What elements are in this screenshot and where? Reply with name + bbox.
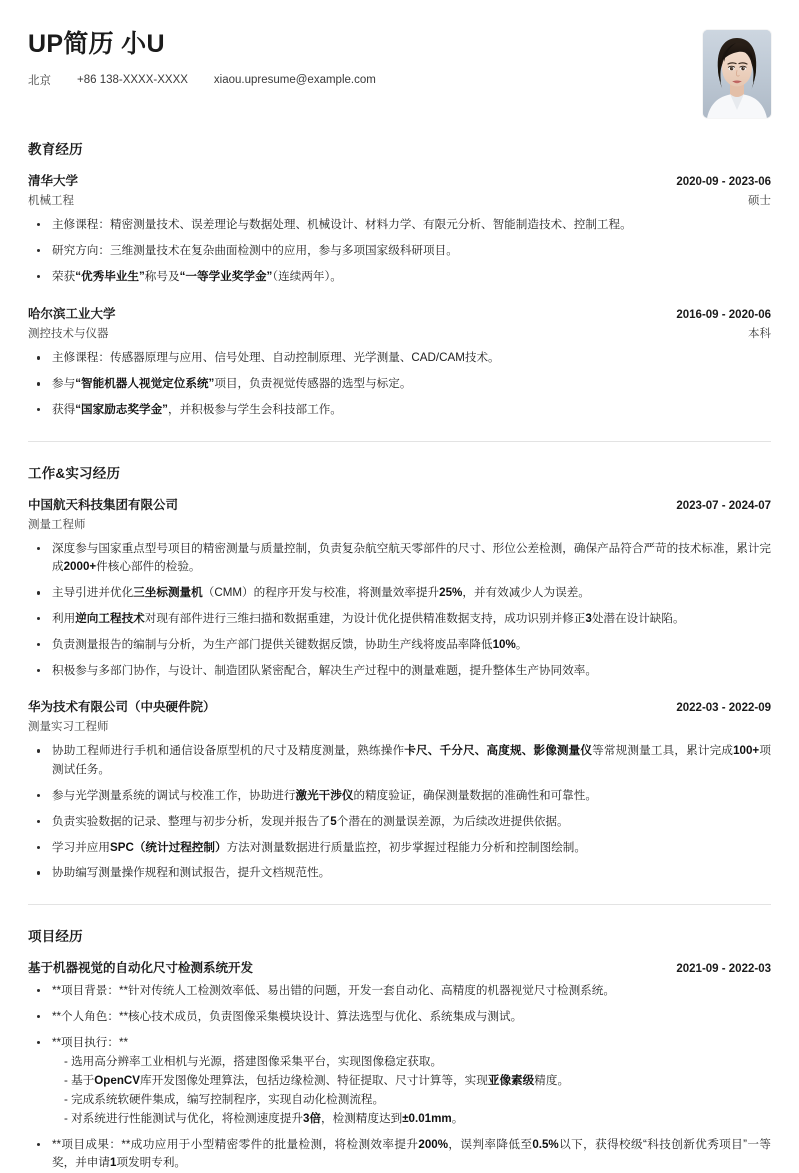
entry-bullet-list <box>28 349 771 419</box>
sub-list-item: - 对系统进行性能测试与优化，将检测速度提升3倍，检测精度达到±0.01mm。 <box>64 1111 464 1125</box>
entry-date: 2016-09 - 2020-06 <box>676 309 771 322</box>
avatar <box>703 30 771 118</box>
section-title-projects: 项目经历 <box>28 929 83 945</box>
project-name: 基于机器视觉的自动化尺寸检测系统开发 <box>28 961 254 976</box>
entry-degree: 本科 <box>748 328 771 341</box>
entry-date: 2020-09 - 2023-06 <box>676 176 771 188</box>
section-divider <box>28 904 771 905</box>
section-projects <box>28 925 771 1173</box>
education-entry <box>28 304 771 419</box>
list-item: 荣获“优秀毕业生”称号及“一等学业奖学金”（连续两年）。 <box>28 268 771 287</box>
entry-degree: 硕士 <box>748 195 771 207</box>
list-item: 参与光学测量系统的调试与校准工作，协助进行激光干涉仪的精度验证，确保测量数据的准确性和可靠性。 <box>28 787 771 806</box>
list-item <box>28 1034 771 1129</box>
entry-head <box>28 697 771 715</box>
entry-bullet-list <box>28 540 771 681</box>
contact-location: 北京 <box>28 74 51 87</box>
sub-list-item: - 选用高分辨率工业相机与光源，搭建图像采集平台，实现图像稳定获取。 <box>64 1055 443 1069</box>
entry-head <box>28 304 771 322</box>
list-item: 主修课程：传感器原理与应用、信号处理、自动控制原理、光学测量、CAD/CAM技术。 <box>28 349 771 368</box>
list-item: 积极参与多部门协作，与设计、制造团队紧密配合，解决生产过程中的测量难题，提升整体生产协同效率。 <box>28 662 771 681</box>
list-item: 获得“国家励志奖学金”，并积极参与学生会科技部工作。 <box>28 401 771 420</box>
entry-bullet-list <box>28 742 771 883</box>
list-item: 深度参与国家重点型号项目的精密测量与质量控制，负责复杂航空航天零部件的尺寸、形位公差检测，确保产品符合严苛的技术标准，累计完成2000+件核心部件的检验。 <box>28 540 771 578</box>
work-entry <box>28 697 771 883</box>
entry-major: 测控技术与仪器 <box>28 328 109 341</box>
page-title: UP简历 小U <box>28 30 165 58</box>
entry-date: 2021-09 - 2022-03 <box>676 963 771 976</box>
entry-date: 2022-03 - 2022-09 <box>676 702 771 715</box>
contact-row <box>28 72 376 88</box>
section-education <box>28 138 771 420</box>
list-item: **个人角色：**核心技术成员，负责图像采集模块设计、算法选型与优化、系统集成与测试。 <box>28 1008 771 1027</box>
work-entry <box>28 495 771 681</box>
list-item-label: **项目执行：** <box>52 1035 129 1049</box>
list-item: **项目成果：**成功应用于小型精密零件的批量检测，将检测效率提升200%，误判率降低至0.5%以下，获得校级“科技创新优秀项目”一等奖，并申请1项发明专利。 <box>28 1136 771 1173</box>
resume-header <box>28 22 771 118</box>
list-item: 学习并应用SPC（统计过程控制）方法对测量数据进行质量监控，初步掌握过程能力分析和控制图绘制。 <box>28 839 771 858</box>
entry-job-title: 测量实习工程师 <box>28 721 109 734</box>
entry-subhead <box>28 516 771 532</box>
contact-phone: +86 138-XXXX-XXXX <box>77 73 188 86</box>
section-work <box>28 462 771 883</box>
sub-list-item: - 完成系统软硬件集成，编写控制程序，实现自动化检测流程。 <box>64 1092 385 1106</box>
project-entry <box>28 958 771 1173</box>
project-execution-sublist <box>52 1053 771 1128</box>
entry-date: 2023-07 - 2024-07 <box>676 499 771 512</box>
entry-bullet-list <box>28 216 771 286</box>
entry-organization: 哈尔滨工业大学 <box>28 307 116 322</box>
list-item: 负责实验数据的记录、整理与初步分析，发现并报告了5个潜在的测量误差源，为后续改进提供依据。 <box>28 813 771 832</box>
header-identity <box>28 28 376 88</box>
entry-organization: 中国航天科技集团有限公司 <box>28 497 179 512</box>
list-item: 研究方向：三维测量技术在复杂曲面检测中的应用，参与多项国家级科研项目。 <box>28 242 771 261</box>
entry-major: 机械工程 <box>28 195 74 207</box>
entry-organization: 华为技术有限公司（中央硬件院） <box>28 700 216 715</box>
entry-job-title: 测量工程师 <box>28 518 86 531</box>
entry-bullet-list <box>28 982 771 1173</box>
entry-subhead <box>28 325 771 341</box>
entry-subhead <box>28 718 771 734</box>
list-item: 负责测量报告的编制与分析，为生产部门提供关键数据反馈，协助生产线将废品率降低10%。 <box>28 636 771 655</box>
contact-email: xiaou.upresume@example.com <box>213 73 376 86</box>
entry-head <box>28 171 771 189</box>
entry-head <box>28 958 771 976</box>
entry-subhead <box>28 192 771 208</box>
list-item: 利用逆向工程技术对现有部件进行三维扫描和数据重建，为设计优化提供精准数据支持，成功识别并修正3处潜在设计缺陷。 <box>28 610 771 629</box>
list-item: 协助工程师进行手机和通信设备原型机的尺寸及精度测量，熟练操作卡尺、千分尺、高度规、影像测量仪等常规测量工具，累计完成100+项测试任务。 <box>28 742 771 780</box>
section-title-education: 教育经历 <box>28 142 83 157</box>
list-item: 主导引进并优化三坐标测量机（CMM）的程序开发与校准，将测量效率提升25%，并有效减少人为误差。 <box>28 584 771 603</box>
sub-list-item: - 基于OpenCV库开发图像处理算法，包括边缘检测、特征提取、尺寸计算等，实现亚像素级精度。 <box>64 1074 570 1088</box>
list-item: 主修课程：精密测量技术、误差理论与数据处理、机械设计、材料力学、有限元分析、智能制造技术、控制工程。 <box>28 216 771 235</box>
list-item: **项目背景：**针对传统人工检测效率低、易出错的问题，开发一套自动化、高精度的机器视觉尺寸检测系统。 <box>28 982 771 1001</box>
entry-organization: 清华大学 <box>28 174 79 188</box>
list-item: 协助编写测量操作规程和测试报告，提升文档规范性。 <box>28 864 771 883</box>
education-entry <box>28 171 771 286</box>
list-item: 参与“智能机器人视觉定位系统”项目，负责视觉传感器的选型与标定。 <box>28 375 771 394</box>
entry-head <box>28 495 771 513</box>
section-divider <box>28 441 771 442</box>
section-title-work: 工作&实习经历 <box>28 465 121 481</box>
